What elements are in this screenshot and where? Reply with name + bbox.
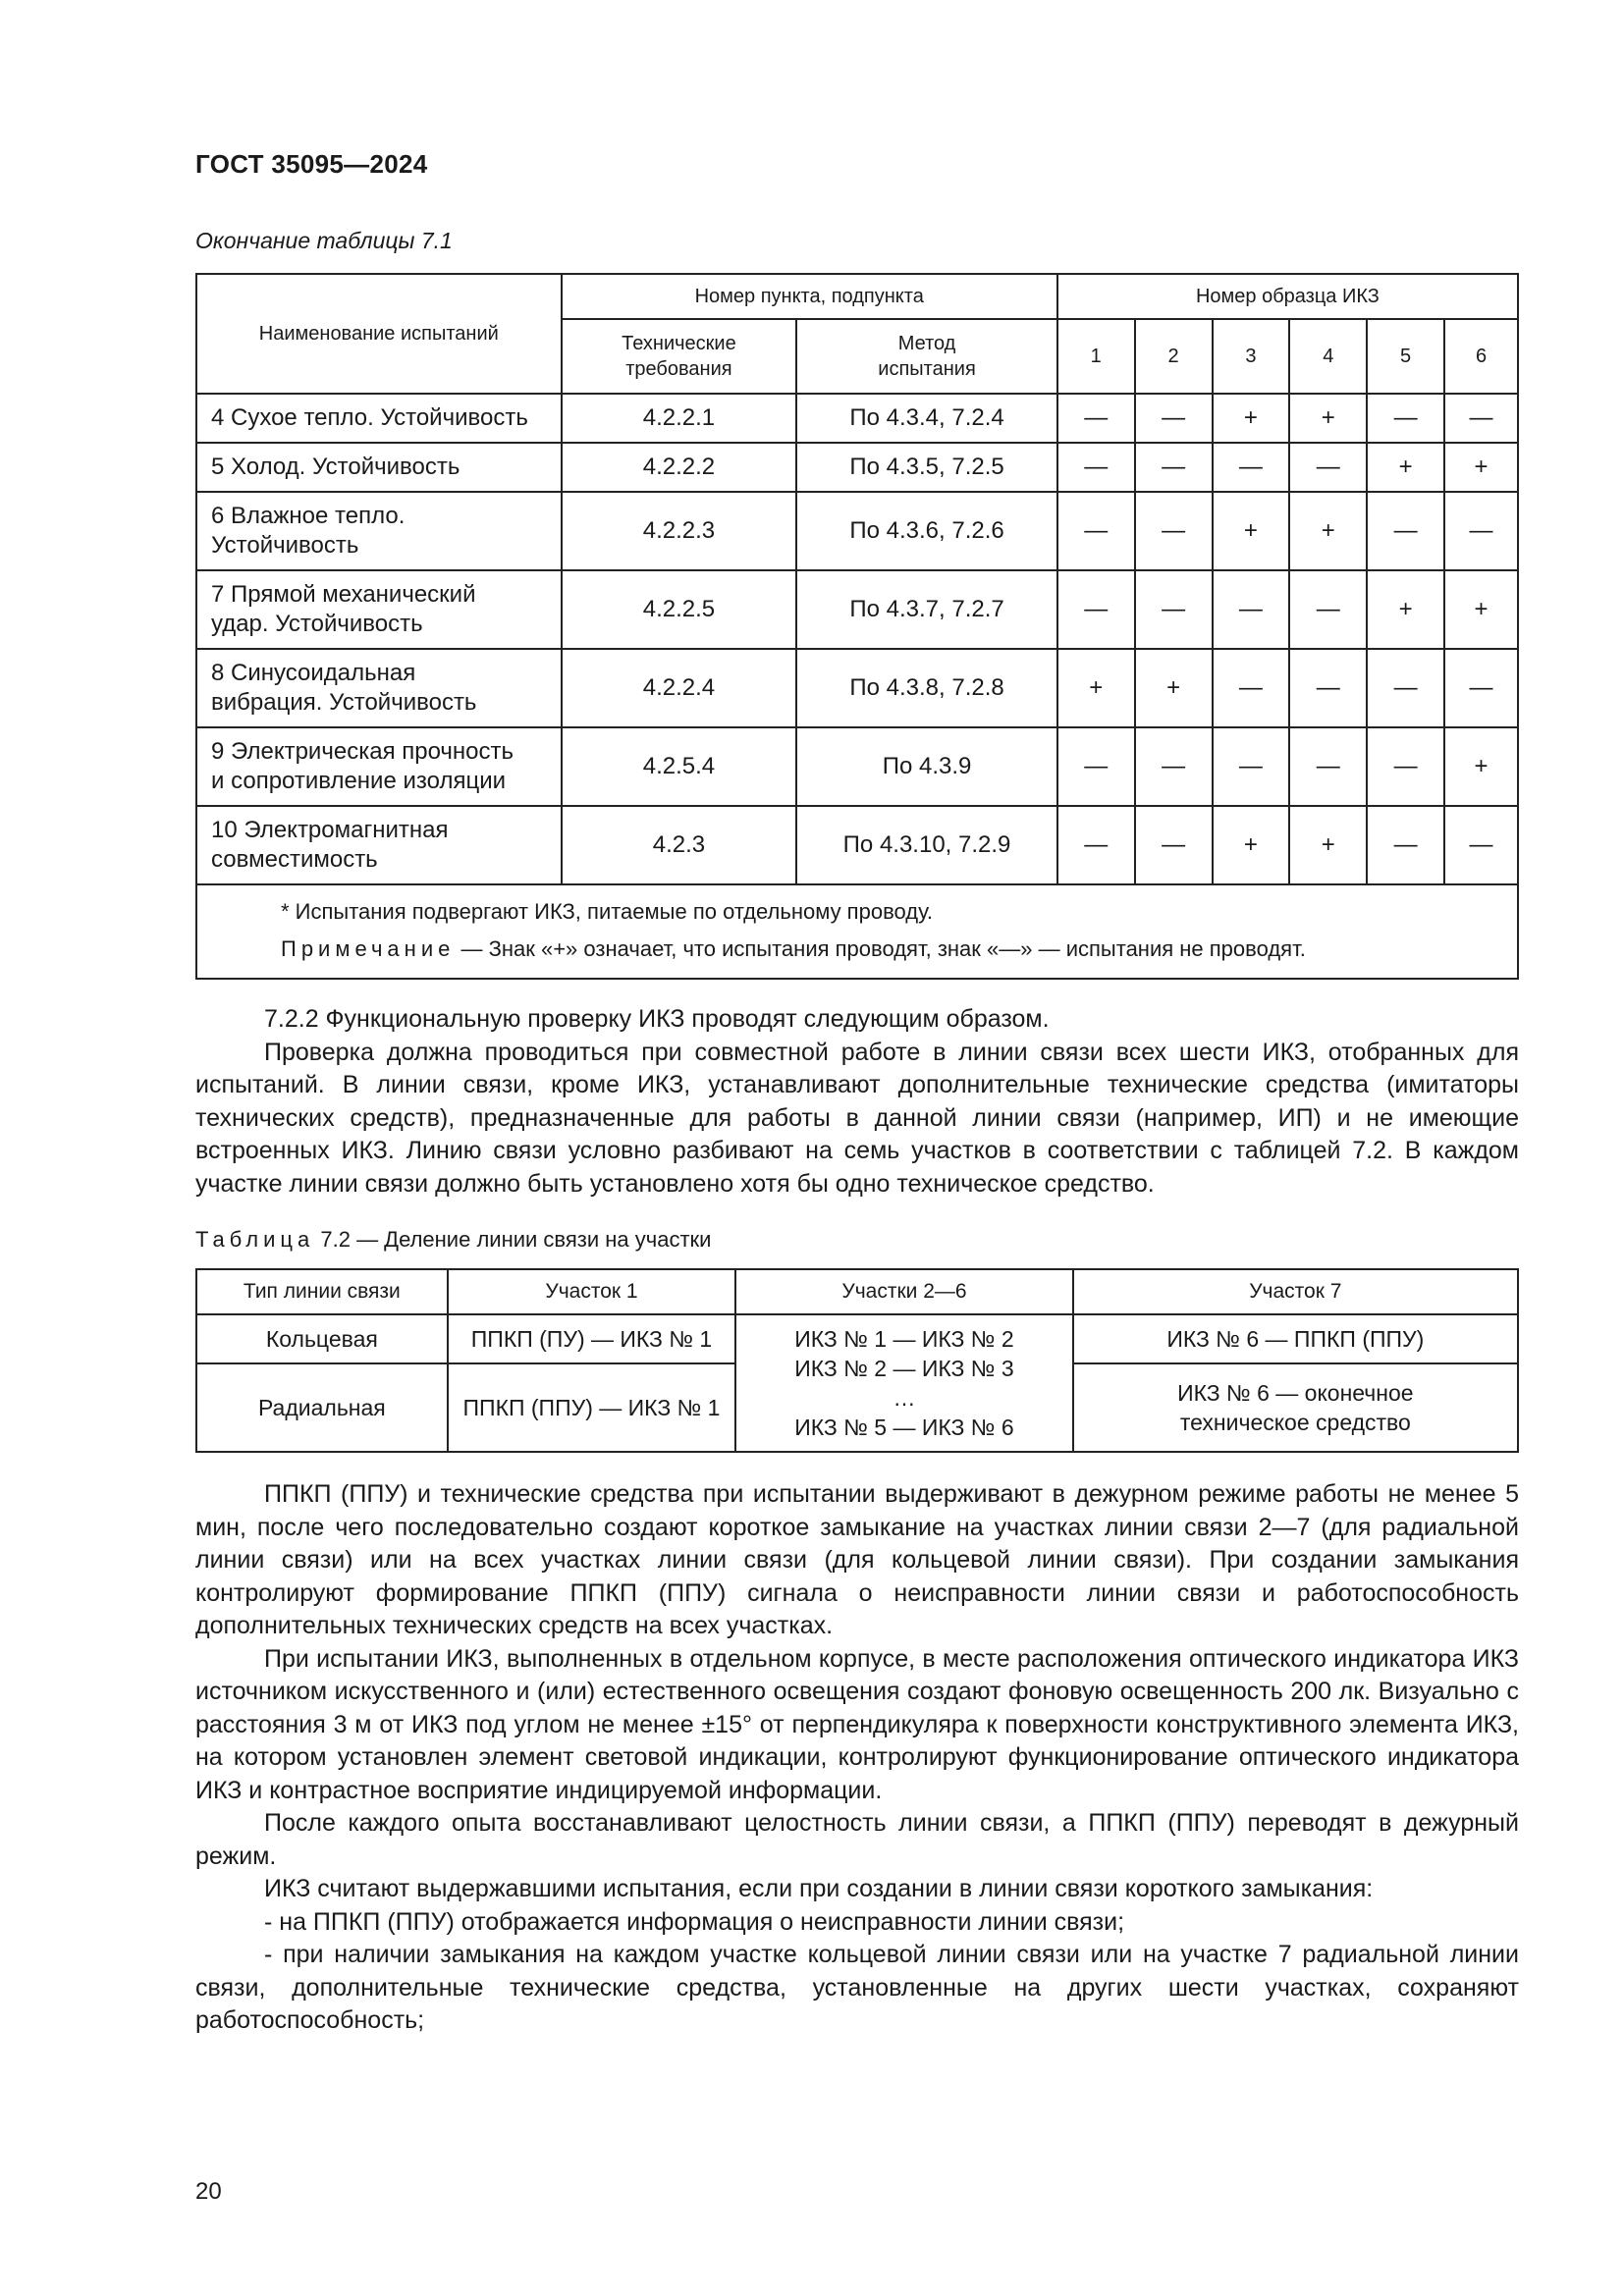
col-sample-header: Номер образца ИКЗ	[1057, 274, 1518, 319]
method-cell: По 4.3.10, 7.2.9	[796, 806, 1057, 884]
paragraph: ППКП (ППУ) и технические средства при испытании выдерживают в дежурном режиме работы не менее 5 мин, после чего последовательно создают короткое замыкание на участках линии связи 2—7 (для радиальной линии связи) или на всех участках линии связи (для кольцевой линии связи). При создании замыкания контролируют формирование ППКП (ППУ) сигнала о неисправности линии связи и работоспособность дополнительных технических средств на всех участках.	[195, 1480, 1519, 1639]
sample-mark-cell: —	[1213, 570, 1290, 649]
page-number: 20	[195, 2178, 222, 2205]
table-row	[196, 443, 1518, 492]
table-row	[196, 492, 1518, 570]
note-text: — Знак «+» означает, что испытания проводят, знак «—» — испытания не проводят.	[455, 936, 1306, 961]
requirement-cell: 4.2.2.3	[562, 492, 797, 570]
sample-number: 5	[1367, 319, 1444, 394]
sample-mark-cell: —	[1057, 570, 1135, 649]
col-item-header: Номер пункта, подпункта	[562, 274, 1057, 319]
t2-s7-ring: ИКЗ № 6 — ППКП (ППУ)	[1073, 1314, 1518, 1363]
t2-header-s1: Участок 1	[448, 1269, 736, 1314]
sample-mark-cell: +	[1213, 394, 1290, 443]
sample-mark-cell: —	[1367, 727, 1444, 806]
requirement-cell: 4.2.2.5	[562, 570, 797, 649]
sample-mark-cell: —	[1057, 806, 1135, 884]
test-name-cell: 10 Электромагнитная совместимость	[196, 806, 562, 884]
table-7-1	[195, 273, 1519, 980]
note-label: Примечание	[281, 936, 456, 961]
table1-body	[196, 394, 1518, 884]
table1-footnote: * Испытания подвергают ИКЗ, питаемые по отдельному проводу.	[281, 899, 934, 924]
sample-mark-cell: —	[1057, 727, 1135, 806]
sample-mark-cell: —	[1444, 492, 1518, 570]
text-block-b	[195, 1478, 1519, 2038]
sample-mark-cell: —	[1289, 649, 1367, 727]
col-name-header: Наименование испытаний	[196, 274, 562, 394]
method-cell: По 4.3.9	[796, 727, 1057, 806]
list-item: - на ППКП (ППУ) отображается информация о неисправности линии связи;	[264, 1907, 1125, 1936]
t2-header-s7: Участок 7	[1073, 1269, 1518, 1314]
paragraph: 7.2.2 Функциональную проверку ИКЗ проводят следующим образом.	[264, 1005, 1050, 1033]
sample-number: 3	[1213, 319, 1290, 394]
sample-mark-cell: +	[1135, 649, 1213, 727]
sample-mark-cell: —	[1367, 394, 1444, 443]
sample-mark-cell: +	[1289, 394, 1367, 443]
sample-mark-cell: —	[1213, 727, 1290, 806]
sample-mark-cell: —	[1367, 649, 1444, 727]
list-item: - при наличии замыкания на каждом участке кольцевой линии связи или на участке 7 радиальной линии связи, дополнительные технические средства, установленные на других шести участках, сохраняют работоспособность;	[195, 1941, 1519, 2034]
t2-s1-ring: ППКП (ПУ) — ИКЗ № 1	[448, 1314, 736, 1363]
t2-s26: ИКЗ № 1 — ИКЗ № 2 ИКЗ № 2 — ИКЗ № 3 … ИКЗ № 5 — ИКЗ № 6	[735, 1314, 1072, 1452]
sample-mark-cell: +	[1444, 443, 1518, 492]
test-name-cell: 8 Синусоидальная вибрация. Устойчивость	[196, 649, 562, 727]
sample-mark-cell: —	[1135, 394, 1213, 443]
paragraph: После каждого опыта восстанавливают целостность линии связи, а ППКП (ППУ) переводят в дежурный режим.	[195, 1809, 1519, 1870]
table-row	[196, 394, 1518, 443]
sample-mark-cell: —	[1057, 492, 1135, 570]
method-cell: По 4.3.6, 7.2.6	[796, 492, 1057, 570]
table-row	[196, 649, 1518, 727]
sample-number: 6	[1444, 319, 1518, 394]
paragraph: ИКЗ считают выдержавшими испытания, если при создании в линии связи короткого замыкания:	[264, 1875, 1374, 1902]
test-name-cell: 4 Сухое тепло. Устойчивость	[196, 394, 562, 443]
sample-mark-cell: —	[1289, 570, 1367, 649]
t2-s7-radial: ИКЗ № 6 — оконечное техническое средство	[1073, 1363, 1518, 1452]
table-row	[196, 806, 1518, 884]
table1-caption: Окончание таблицы 7.1	[195, 228, 453, 253]
requirement-cell: 4.2.2.4	[562, 649, 797, 727]
col-method-header: Метод испытания	[796, 319, 1057, 394]
sample-mark-cell: +	[1289, 492, 1367, 570]
sample-mark-cell: —	[1135, 492, 1213, 570]
sample-number: 1	[1057, 319, 1135, 394]
table-7-2	[195, 1268, 1519, 1453]
table2-caption	[195, 1227, 711, 1253]
sample-mark-cell: —	[1213, 443, 1290, 492]
requirement-cell: 4.2.3	[562, 806, 797, 884]
sample-mark-cell: —	[1135, 806, 1213, 884]
col-req-header: Технические требования	[562, 319, 797, 394]
sample-mark-cell: —	[1289, 443, 1367, 492]
sample-mark-cell: +	[1057, 649, 1135, 727]
method-cell: По 4.3.8, 7.2.8	[796, 649, 1057, 727]
t2-type-ring: Кольцевая	[196, 1314, 448, 1363]
requirement-cell: 4.2.2.2	[562, 443, 797, 492]
table1-footer	[196, 884, 1518, 979]
table-row	[196, 570, 1518, 649]
test-name-cell: 9 Электрическая прочность и сопротивление изоляции	[196, 727, 562, 806]
paragraph: При испытании ИКЗ, выполненных в отдельном корпусе, в месте расположения оптического индикатора ИКЗ источником искусственного и (или) естественного освещения создают фоновую освещенность 200 лк. Визуально с расстояния 3 м от ИКЗ под углом не менее ±15° от перпендикуляра к поверхности конструктивного элемента ИКЗ, на котором установлен элемент световой индикации, контролируют функционирование оптического индикатора ИКЗ и контрастное восприятие индицируемой информации.	[195, 1644, 1519, 1804]
text-block-a	[195, 1003, 1519, 1201]
sample-mark-cell: +	[1289, 806, 1367, 884]
t2-s1-radial: ППКП (ППУ) — ИКЗ № 1	[448, 1363, 736, 1452]
sample-mark-cell: —	[1444, 806, 1518, 884]
paragraph: Проверка должна проводиться при совместной работе в линии связи всех шести ИКЗ, отобранных для испытаний. В линии связи, кроме ИКЗ, устанавливают дополнительные технические средства (имитаторы технических средств), предназначенные для работы в данной линии связи (например, ИП) и не имеющие встроенных ИКЗ. Линию связи условно разбивают на семь участков в соответствии с таблицей 7.2. В каждом участке линии связи должно быть установлено хотя бы одно техническое средство.	[195, 1038, 1519, 1198]
method-cell: По 4.3.4, 7.2.4	[796, 394, 1057, 443]
sample-mark-cell: +	[1213, 806, 1290, 884]
method-cell: По 4.3.5, 7.2.5	[796, 443, 1057, 492]
table1-note	[281, 931, 1517, 968]
requirement-cell: 4.2.5.4	[562, 727, 797, 806]
sample-mark-cell: —	[1135, 727, 1213, 806]
sample-mark-cell: —	[1213, 649, 1290, 727]
test-name-cell: 7 Прямой механический удар. Устойчивость	[196, 570, 562, 649]
document-header: ГОСТ 35095—2024	[195, 149, 428, 179]
sample-mark-cell: +	[1213, 492, 1290, 570]
t2-header-s26: Участки 2—6	[735, 1269, 1072, 1314]
sample-mark-cell: —	[1289, 727, 1367, 806]
sample-mark-cell: —	[1444, 394, 1518, 443]
sample-mark-cell: —	[1444, 649, 1518, 727]
requirement-cell: 4.2.2.1	[562, 394, 797, 443]
sample-mark-cell: —	[1367, 492, 1444, 570]
sample-mark-cell: —	[1135, 570, 1213, 649]
t2-type-radial: Радиальная	[196, 1363, 448, 1452]
sample-mark-cell: +	[1444, 727, 1518, 806]
sample-mark-cell: —	[1057, 443, 1135, 492]
sample-mark-cell: +	[1367, 570, 1444, 649]
sample-mark-cell: —	[1135, 443, 1213, 492]
sample-mark-cell: +	[1367, 443, 1444, 492]
sample-mark-cell: —	[1367, 806, 1444, 884]
table2-caption-text: 7.2 — Деление линии связи на участки	[314, 1227, 712, 1252]
sample-number: 2	[1135, 319, 1213, 394]
t2-header-type: Тип линии связи	[196, 1269, 448, 1314]
sample-mark-cell: —	[1057, 394, 1135, 443]
sample-mark-cell: +	[1444, 570, 1518, 649]
test-name-cell: 6 Влажное тепло. Устойчивость	[196, 492, 562, 570]
test-name-cell: 5 Холод. Устойчивость	[196, 443, 562, 492]
sample-number: 4	[1289, 319, 1367, 394]
method-cell: По 4.3.7, 7.2.7	[796, 570, 1057, 649]
table2-caption-label: Таблица	[195, 1227, 315, 1252]
table-row	[196, 727, 1518, 806]
